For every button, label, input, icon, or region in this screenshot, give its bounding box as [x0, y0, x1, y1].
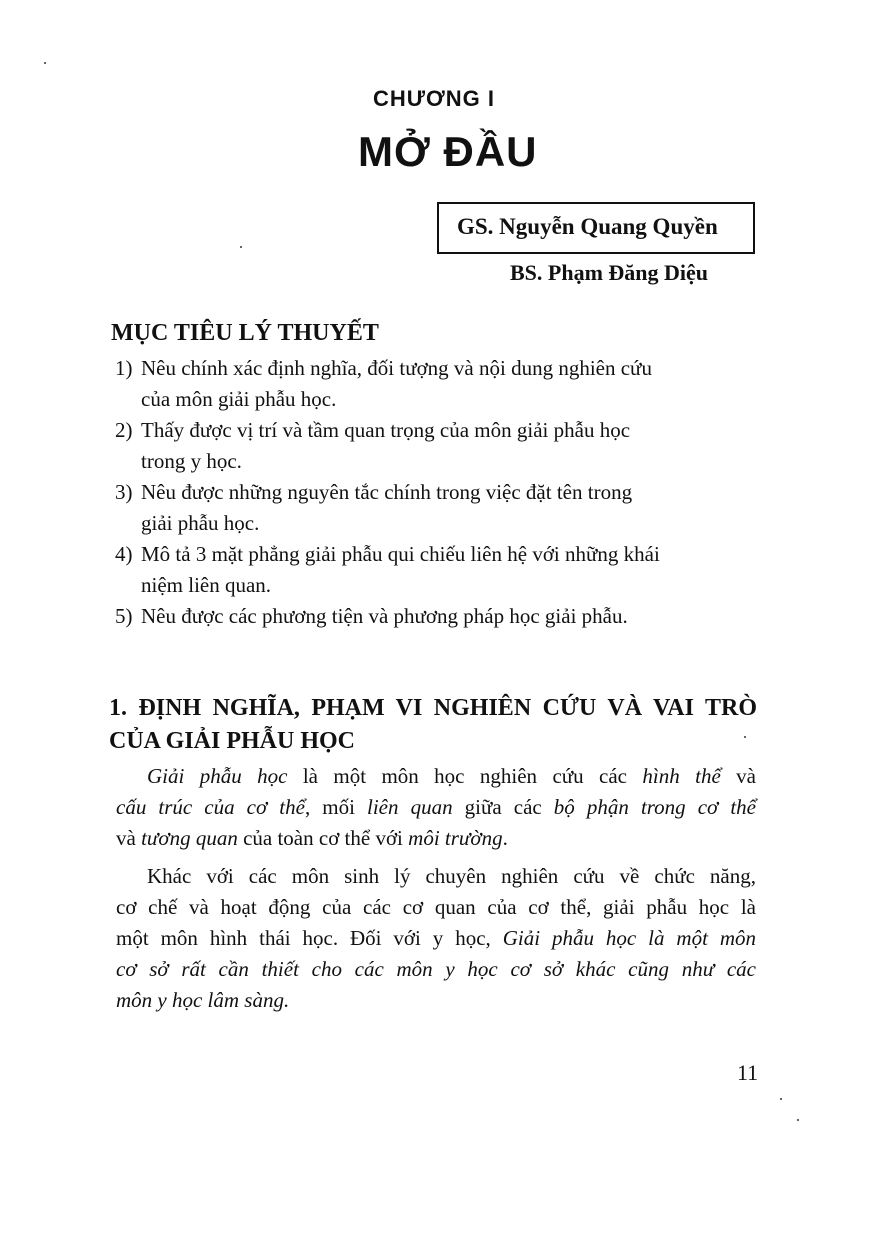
objective-item-2-cont: trong y học. [141, 449, 242, 473]
section-heading-line2: CỦA GIẢI PHẪU HỌC [109, 728, 356, 754]
objective-item-4: 4) Mô tả 3 mặt phẳng giải phẫu qui chiếu liên hệ với những khái [115, 542, 660, 566]
objective-item-1: 1) Nêu chính xác định nghĩa, đối tượng và nội dung nghiên cứu [115, 356, 652, 380]
paragraph-2-line-2: cơ chế và hoạt động của các cơ quan của cơ thể, giải phẫu học là [116, 895, 756, 919]
document-page: CHƯƠNG I MỞ ĐẦU GS. Nguyễn Quang Quyền BS. Phạm Đăng Diệu MỤC TIÊU LÝ THUYẾT 1) Nêu chính xác định nghĩa, đối tượng và nội dung nghiên cứu của môn giải phẫu học. 2) Thấy được vị trí và tầm quan trọng của môn giải phẫu học trong y học. 3) Nêu được những nguyên tắc chính trong việc đặt tên trong giải phẫu học. 4) Mô tả 3 mặt phẳng giải phẫu qui chiếu liên hệ với những khái niệm liên quan. 5) Nêu được các phương tiện và phương pháp học giải phẫu. 1. ĐỊNH NGHĨA, PHẠM VI NGHIÊN CỨU VÀ VAI TRÒ CỦA GIẢI PHẪU HỌC Giải phẫu học là một môn học nghiên cứu các hình thể và cấu trúc của cơ thể, mối liên quan giữa các bộ phận trong cơ thể và tương quan của toàn cơ thể với môi trường. Khác với các môn sinh lý chuyên nghiên cứu về chức năng, cơ chế và hoạt động của các cơ quan của cơ thể, giải phẫu học là một môn hình thái học. Đối với y học, Giải phẫu học là một môn cơ sở rất cần thiết cho các môn y học cơ sở khác cũng như các môn y học lâm sàng. 11 [0, 0, 892, 1237]
objective-item-3: 3) Nêu được những nguyên tắc chính trong việc đặt tên trong [115, 480, 633, 504]
paragraph-2-line-4: cơ sở rất cần thiết cho các môn y học cơ sở khác cũng như các [116, 957, 756, 981]
paragraph-2-line-3: một môn hình thái học. Đối với y học, Giải phẫu học là một môn [116, 926, 756, 950]
objective-item-5: 5) Nêu được các phương tiện và phương pháp học giải phẫu. [115, 604, 628, 628]
scan-speck [797, 1119, 799, 1121]
scan-speck [780, 1098, 782, 1100]
scan-speck [44, 62, 46, 64]
page-number: 11 [737, 1060, 759, 1085]
paragraph-2-line-5: môn y học lâm sàng. [116, 988, 290, 1012]
objective-item-2: 2) Thấy được vị trí và tầm quan trọng của môn giải phẫu học [115, 418, 631, 442]
paragraph-1-line-1: Giải phẫu học là một môn học nghiên cứu các hình thể và [147, 764, 756, 788]
author-box [437, 202, 755, 254]
author-primary: GS. Nguyễn Quang Quyền [457, 214, 718, 239]
author-secondary: BS. Phạm Đăng Diệu [510, 260, 709, 285]
paragraph-1-line-2: cấu trúc của cơ thể, mối liên quan giữa các bộ phận trong cơ thể [116, 795, 756, 819]
section-heading-line1: 1. ĐỊNH NGHĨA, PHẠM VI NGHIÊN CỨU VÀ VAI TRÒ [109, 695, 757, 721]
objective-item-4-cont: niệm liên quan. [141, 573, 272, 597]
scan-speck [744, 736, 746, 738]
chapter-title: MỞ ĐẦU [358, 128, 538, 175]
objective-item-1-cont: của môn giải phẫu học. [141, 387, 337, 411]
paragraph-1-line-3: và tương quan của toàn cơ thể với môi trường. [116, 826, 508, 850]
scan-speck [240, 246, 242, 248]
objectives-heading: MỤC TIÊU LÝ THUYẾT [111, 320, 379, 346]
objective-item-3-cont: giải phẫu học. [141, 511, 260, 535]
paragraph-2-line-1: Khác với các môn sinh lý chuyên nghiên cứu về chức năng, [147, 864, 756, 888]
